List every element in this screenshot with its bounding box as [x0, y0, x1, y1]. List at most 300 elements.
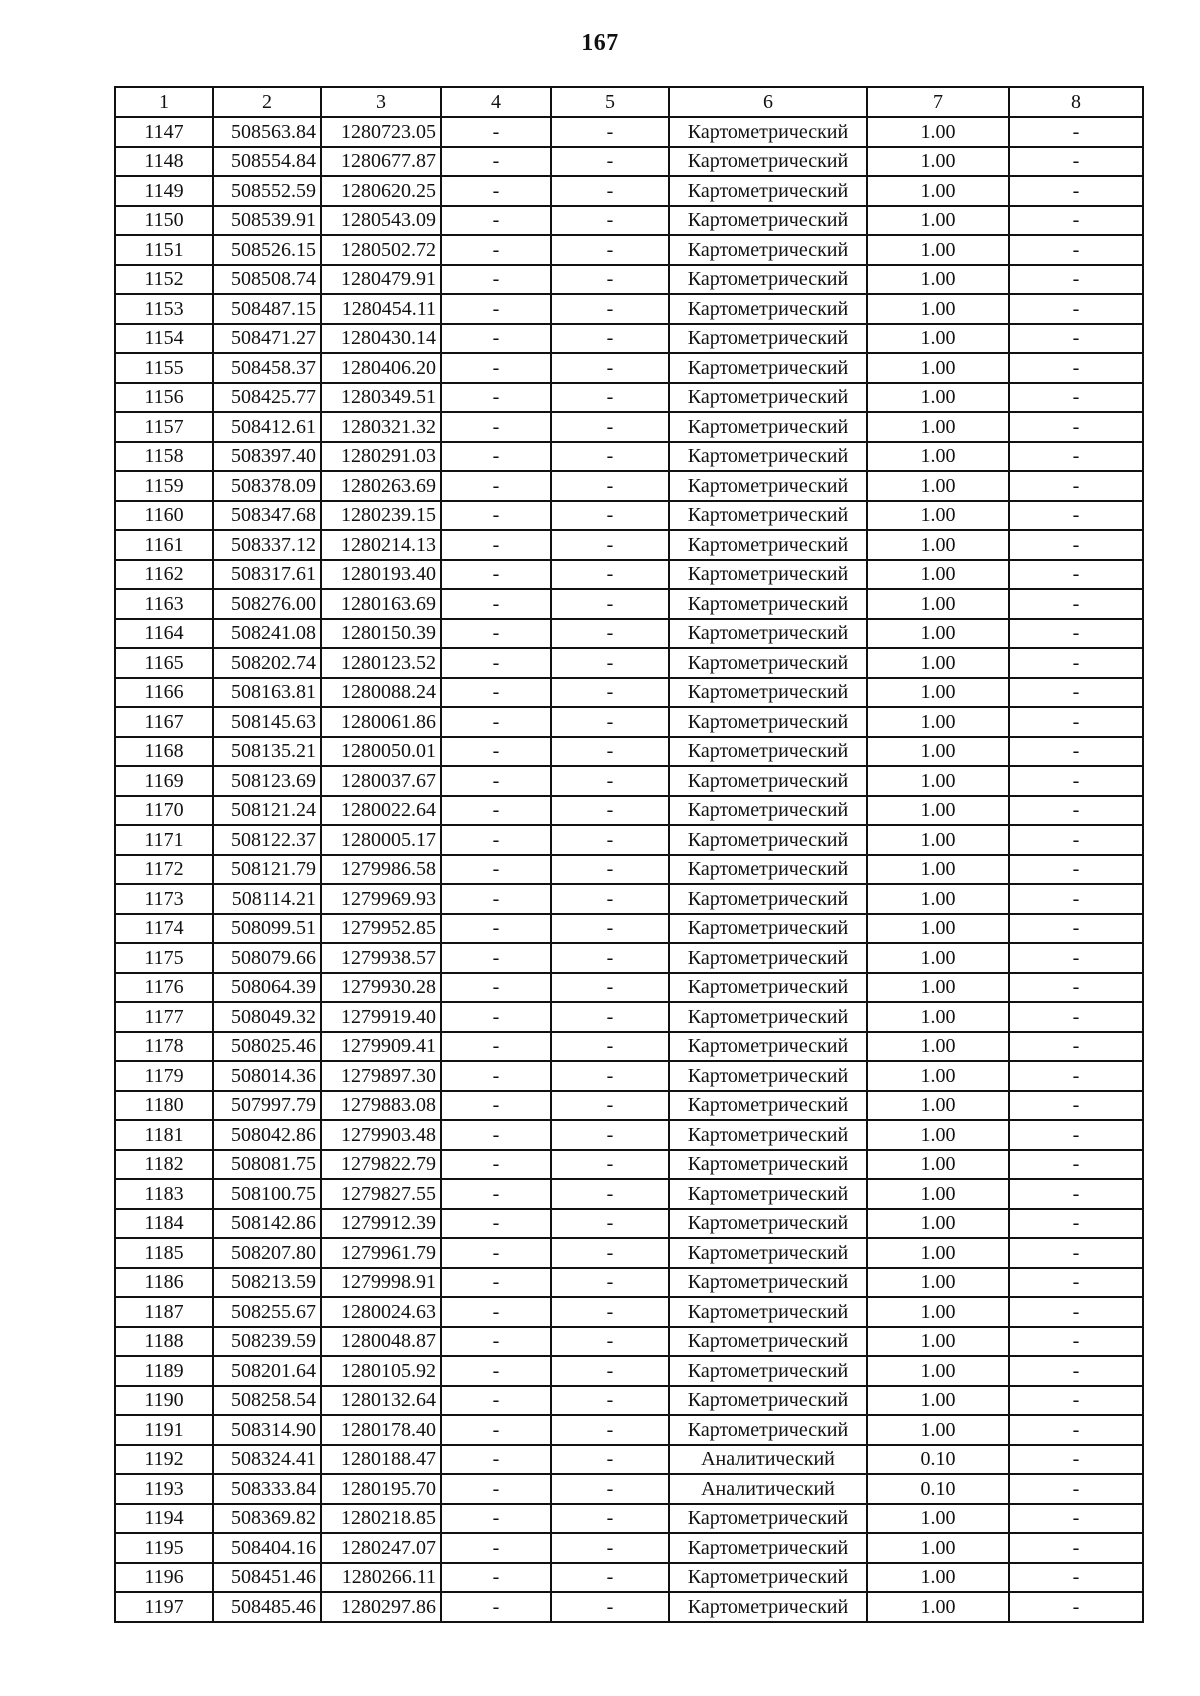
- column-5-cell: -: [551, 1120, 669, 1150]
- point-number-cell: 1153: [115, 294, 213, 324]
- method-cell: Картометрический: [669, 1209, 867, 1239]
- method-cell: Картометрический: [669, 1032, 867, 1062]
- column-5-cell: -: [551, 1415, 669, 1445]
- y-coordinate-cell: 1279986.58: [321, 855, 441, 885]
- table-row: [115, 1120, 1143, 1150]
- column-8-cell: -: [1009, 1209, 1143, 1239]
- column-4-cell: -: [441, 914, 551, 944]
- table-row: [115, 1179, 1143, 1209]
- column-5-cell: -: [551, 1445, 669, 1475]
- y-coordinate-cell: 1279930.28: [321, 973, 441, 1003]
- column-8-cell: -: [1009, 1120, 1143, 1150]
- x-coordinate-cell: 508276.00: [213, 589, 321, 619]
- page-number: 167: [581, 30, 619, 56]
- column-5-cell: -: [551, 117, 669, 147]
- column-5-cell: -: [551, 412, 669, 442]
- x-coordinate-cell: 508142.86: [213, 1209, 321, 1239]
- y-coordinate-cell: 1280297.86: [321, 1592, 441, 1622]
- column-4-cell: -: [441, 825, 551, 855]
- column-8-cell: -: [1009, 383, 1143, 413]
- column-4-cell: -: [441, 530, 551, 560]
- column-4-cell: -: [441, 1327, 551, 1357]
- column-8-cell: -: [1009, 914, 1143, 944]
- point-number-cell: 1155: [115, 353, 213, 383]
- table-row: [115, 1504, 1143, 1534]
- method-cell: Картометрический: [669, 1592, 867, 1622]
- accuracy-cell: 1.00: [867, 294, 1009, 324]
- method-cell: Картометрический: [669, 648, 867, 678]
- x-coordinate-cell: 507997.79: [213, 1091, 321, 1121]
- x-coordinate-cell: 508145.63: [213, 707, 321, 737]
- column-4-cell: -: [441, 973, 551, 1003]
- accuracy-cell: 1.00: [867, 206, 1009, 236]
- accuracy-cell: 1.00: [867, 855, 1009, 885]
- method-cell: Картометрический: [669, 796, 867, 826]
- y-coordinate-cell: 1280132.64: [321, 1386, 441, 1416]
- y-coordinate-cell: 1279903.48: [321, 1120, 441, 1150]
- column-5-cell: -: [551, 353, 669, 383]
- method-cell: Картометрический: [669, 619, 867, 649]
- accuracy-cell: 1.00: [867, 1209, 1009, 1239]
- table-row: [115, 1209, 1143, 1239]
- x-coordinate-cell: 508369.82: [213, 1504, 321, 1534]
- x-coordinate-cell: 508324.41: [213, 1445, 321, 1475]
- accuracy-cell: 1.00: [867, 1150, 1009, 1180]
- coordinates-table: [114, 86, 1144, 1623]
- y-coordinate-cell: 1279969.93: [321, 884, 441, 914]
- point-number-cell: 1188: [115, 1327, 213, 1357]
- column-8-cell: -: [1009, 825, 1143, 855]
- point-number-cell: 1186: [115, 1268, 213, 1298]
- column-5-cell: -: [551, 1474, 669, 1504]
- method-cell: Картометрический: [669, 855, 867, 885]
- table-row: [115, 117, 1143, 147]
- column-8-cell: -: [1009, 235, 1143, 265]
- method-cell: Картометрический: [669, 1297, 867, 1327]
- column-5-cell: -: [551, 884, 669, 914]
- column-8-cell: -: [1009, 1238, 1143, 1268]
- accuracy-cell: 0.10: [867, 1474, 1009, 1504]
- x-coordinate-cell: 508314.90: [213, 1415, 321, 1445]
- point-number-cell: 1172: [115, 855, 213, 885]
- column-8-cell: -: [1009, 589, 1143, 619]
- column-4-cell: -: [441, 1209, 551, 1239]
- column-5-cell: -: [551, 619, 669, 649]
- method-cell: Картометрический: [669, 501, 867, 531]
- point-number-cell: 1177: [115, 1002, 213, 1032]
- table-row: [115, 560, 1143, 590]
- method-cell: Картометрический: [669, 1356, 867, 1386]
- method-cell: Картометрический: [669, 206, 867, 236]
- method-cell: Картометрический: [669, 973, 867, 1003]
- x-coordinate-cell: 508552.59: [213, 176, 321, 206]
- accuracy-cell: 1.00: [867, 1592, 1009, 1622]
- point-number-cell: 1191: [115, 1415, 213, 1445]
- point-number-cell: 1170: [115, 796, 213, 826]
- column-4-cell: -: [441, 442, 551, 472]
- table-row: [115, 619, 1143, 649]
- column-8-cell: -: [1009, 147, 1143, 177]
- accuracy-cell: 1.00: [867, 619, 1009, 649]
- method-cell: Картометрический: [669, 383, 867, 413]
- column-5-cell: -: [551, 383, 669, 413]
- column-8-cell: -: [1009, 442, 1143, 472]
- x-coordinate-cell: 508042.86: [213, 1120, 321, 1150]
- y-coordinate-cell: 1279961.79: [321, 1238, 441, 1268]
- y-coordinate-cell: 1280048.87: [321, 1327, 441, 1357]
- method-cell: Картометрический: [669, 1504, 867, 1534]
- column-8-cell: -: [1009, 412, 1143, 442]
- column-5-cell: -: [551, 1356, 669, 1386]
- accuracy-cell: 0.10: [867, 1445, 1009, 1475]
- point-number-cell: 1163: [115, 589, 213, 619]
- column-8-cell: -: [1009, 1032, 1143, 1062]
- column-5-cell: -: [551, 147, 669, 177]
- x-coordinate-cell: 508079.66: [213, 943, 321, 973]
- table-row: [115, 501, 1143, 531]
- x-coordinate-cell: 508563.84: [213, 117, 321, 147]
- x-coordinate-cell: 508554.84: [213, 147, 321, 177]
- table-row: [115, 1268, 1143, 1298]
- point-number-cell: 1192: [115, 1445, 213, 1475]
- column-4-cell: -: [441, 1356, 551, 1386]
- x-coordinate-cell: 508239.59: [213, 1327, 321, 1357]
- column-8-cell: -: [1009, 501, 1143, 531]
- accuracy-cell: 1.00: [867, 796, 1009, 826]
- column-8-cell: -: [1009, 1091, 1143, 1121]
- table-header-row: [115, 87, 1143, 117]
- table-row: [115, 1415, 1143, 1445]
- table-row: [115, 796, 1143, 826]
- column-4-cell: -: [441, 1297, 551, 1327]
- table-row: [115, 973, 1143, 1003]
- method-cell: Картометрический: [669, 235, 867, 265]
- y-coordinate-cell: 1280218.85: [321, 1504, 441, 1534]
- accuracy-cell: 1.00: [867, 1032, 1009, 1062]
- accuracy-cell: 1.00: [867, 117, 1009, 147]
- method-cell: Картометрический: [669, 1415, 867, 1445]
- table-body: [115, 117, 1143, 1622]
- point-number-cell: 1183: [115, 1179, 213, 1209]
- point-number-cell: 1152: [115, 265, 213, 295]
- method-cell: Картометрический: [669, 884, 867, 914]
- column-5-cell: -: [551, 678, 669, 708]
- x-coordinate-cell: 508163.81: [213, 678, 321, 708]
- point-number-cell: 1193: [115, 1474, 213, 1504]
- method-cell: Картометрический: [669, 412, 867, 442]
- accuracy-cell: 1.00: [867, 1356, 1009, 1386]
- x-coordinate-cell: 508487.15: [213, 294, 321, 324]
- table-row: [115, 294, 1143, 324]
- column-8-cell: -: [1009, 766, 1143, 796]
- column-5-cell: -: [551, 1150, 669, 1180]
- column-4-cell: -: [441, 589, 551, 619]
- column-8-cell: -: [1009, 353, 1143, 383]
- y-coordinate-cell: 1280178.40: [321, 1415, 441, 1445]
- table-row: [115, 176, 1143, 206]
- accuracy-cell: 1.00: [867, 648, 1009, 678]
- column-8-cell: -: [1009, 884, 1143, 914]
- x-coordinate-cell: 508471.27: [213, 324, 321, 354]
- column-5-cell: -: [551, 442, 669, 472]
- y-coordinate-cell: 1280005.17: [321, 825, 441, 855]
- accuracy-cell: 1.00: [867, 737, 1009, 767]
- column-5-cell: -: [551, 1386, 669, 1416]
- accuracy-cell: 1.00: [867, 1179, 1009, 1209]
- accuracy-cell: 1.00: [867, 442, 1009, 472]
- column-4-cell: -: [441, 117, 551, 147]
- point-number-cell: 1178: [115, 1032, 213, 1062]
- column-header: 1: [115, 87, 213, 117]
- column-4-cell: -: [441, 1061, 551, 1091]
- column-8-cell: -: [1009, 117, 1143, 147]
- column-8-cell: -: [1009, 619, 1143, 649]
- x-coordinate-cell: 508485.46: [213, 1592, 321, 1622]
- y-coordinate-cell: 1280723.05: [321, 117, 441, 147]
- method-cell: Картометрический: [669, 1002, 867, 1032]
- y-coordinate-cell: 1280406.20: [321, 353, 441, 383]
- column-4-cell: -: [441, 265, 551, 295]
- table-row: [115, 1474, 1143, 1504]
- column-8-cell: -: [1009, 796, 1143, 826]
- column-4-cell: -: [441, 707, 551, 737]
- table-row: [115, 206, 1143, 236]
- accuracy-cell: 1.00: [867, 383, 1009, 413]
- column-8-cell: -: [1009, 973, 1143, 1003]
- y-coordinate-cell: 1280479.91: [321, 265, 441, 295]
- accuracy-cell: 1.00: [867, 1120, 1009, 1150]
- column-8-cell: -: [1009, 1150, 1143, 1180]
- accuracy-cell: 1.00: [867, 943, 1009, 973]
- point-number-cell: 1157: [115, 412, 213, 442]
- table-row: [115, 766, 1143, 796]
- x-coordinate-cell: 508317.61: [213, 560, 321, 590]
- column-4-cell: -: [441, 235, 551, 265]
- table-row: [115, 1327, 1143, 1357]
- method-cell: Картометрический: [669, 117, 867, 147]
- column-4-cell: -: [441, 1120, 551, 1150]
- y-coordinate-cell: 1280291.03: [321, 442, 441, 472]
- column-8-cell: -: [1009, 737, 1143, 767]
- point-number-cell: 1162: [115, 560, 213, 590]
- column-8-cell: -: [1009, 324, 1143, 354]
- y-coordinate-cell: 1279919.40: [321, 1002, 441, 1032]
- point-number-cell: 1179: [115, 1061, 213, 1091]
- y-coordinate-cell: 1280050.01: [321, 737, 441, 767]
- table-row: [115, 943, 1143, 973]
- y-coordinate-cell: 1280677.87: [321, 147, 441, 177]
- method-cell: Картометрический: [669, 353, 867, 383]
- column-8-cell: -: [1009, 678, 1143, 708]
- column-4-cell: -: [441, 1150, 551, 1180]
- column-5-cell: -: [551, 560, 669, 590]
- column-8-cell: -: [1009, 1592, 1143, 1622]
- method-cell: Аналитический: [669, 1445, 867, 1475]
- method-cell: Картометрический: [669, 1238, 867, 1268]
- method-cell: Аналитический: [669, 1474, 867, 1504]
- column-4-cell: -: [441, 471, 551, 501]
- x-coordinate-cell: 508014.36: [213, 1061, 321, 1091]
- x-coordinate-cell: 508135.21: [213, 737, 321, 767]
- method-cell: Картометрический: [669, 825, 867, 855]
- column-8-cell: -: [1009, 1002, 1143, 1032]
- x-coordinate-cell: 508337.12: [213, 530, 321, 560]
- point-number-cell: 1158: [115, 442, 213, 472]
- x-coordinate-cell: 508378.09: [213, 471, 321, 501]
- y-coordinate-cell: 1280150.39: [321, 619, 441, 649]
- x-coordinate-cell: 508202.74: [213, 648, 321, 678]
- column-8-cell: -: [1009, 560, 1143, 590]
- method-cell: Картометрический: [669, 1268, 867, 1298]
- table-row: [115, 324, 1143, 354]
- point-number-cell: 1176: [115, 973, 213, 1003]
- method-cell: Картометрический: [669, 678, 867, 708]
- column-header: 6: [669, 87, 867, 117]
- method-cell: Картометрический: [669, 324, 867, 354]
- column-8-cell: -: [1009, 1504, 1143, 1534]
- table-row: [115, 1150, 1143, 1180]
- accuracy-cell: 1.00: [867, 265, 1009, 295]
- column-8-cell: -: [1009, 471, 1143, 501]
- x-coordinate-cell: 508539.91: [213, 206, 321, 236]
- method-cell: Картометрический: [669, 265, 867, 295]
- x-coordinate-cell: 508333.84: [213, 1474, 321, 1504]
- column-5-cell: -: [551, 176, 669, 206]
- table-row: [115, 235, 1143, 265]
- y-coordinate-cell: 1279883.08: [321, 1091, 441, 1121]
- column-4-cell: -: [441, 1386, 551, 1416]
- accuracy-cell: 1.00: [867, 235, 1009, 265]
- x-coordinate-cell: 508241.08: [213, 619, 321, 649]
- point-number-cell: 1166: [115, 678, 213, 708]
- y-coordinate-cell: 1279909.41: [321, 1032, 441, 1062]
- method-cell: Картометрический: [669, 1120, 867, 1150]
- column-5-cell: -: [551, 1563, 669, 1593]
- point-number-cell: 1154: [115, 324, 213, 354]
- x-coordinate-cell: 508213.59: [213, 1268, 321, 1298]
- column-4-cell: -: [441, 943, 551, 973]
- x-coordinate-cell: 508404.16: [213, 1533, 321, 1563]
- column-8-cell: -: [1009, 176, 1143, 206]
- column-8-cell: -: [1009, 1474, 1143, 1504]
- column-4-cell: -: [441, 1474, 551, 1504]
- column-8-cell: -: [1009, 1563, 1143, 1593]
- column-5-cell: -: [551, 973, 669, 1003]
- column-5-cell: -: [551, 825, 669, 855]
- column-8-cell: -: [1009, 1386, 1143, 1416]
- column-8-cell: -: [1009, 294, 1143, 324]
- column-5-cell: -: [551, 1091, 669, 1121]
- y-coordinate-cell: 1280620.25: [321, 176, 441, 206]
- column-8-cell: -: [1009, 1297, 1143, 1327]
- column-5-cell: -: [551, 1209, 669, 1239]
- column-4-cell: -: [441, 855, 551, 885]
- point-number-cell: 1150: [115, 206, 213, 236]
- point-number-cell: 1173: [115, 884, 213, 914]
- column-5-cell: -: [551, 1002, 669, 1032]
- y-coordinate-cell: 1280502.72: [321, 235, 441, 265]
- accuracy-cell: 1.00: [867, 560, 1009, 590]
- column-5-cell: -: [551, 1268, 669, 1298]
- y-coordinate-cell: 1280321.32: [321, 412, 441, 442]
- method-cell: Картометрический: [669, 1533, 867, 1563]
- table-row: [115, 1386, 1143, 1416]
- x-coordinate-cell: 508201.64: [213, 1356, 321, 1386]
- accuracy-cell: 1.00: [867, 707, 1009, 737]
- x-coordinate-cell: 508207.80: [213, 1238, 321, 1268]
- column-4-cell: -: [441, 619, 551, 649]
- method-cell: Картометрический: [669, 943, 867, 973]
- table-row: [115, 1445, 1143, 1475]
- point-number-cell: 1171: [115, 825, 213, 855]
- accuracy-cell: 1.00: [867, 1386, 1009, 1416]
- table-row: [115, 1356, 1143, 1386]
- column-5-cell: -: [551, 1179, 669, 1209]
- table-row: [115, 914, 1143, 944]
- y-coordinate-cell: 1280024.63: [321, 1297, 441, 1327]
- column-8-cell: -: [1009, 1415, 1143, 1445]
- column-5-cell: -: [551, 501, 669, 531]
- x-coordinate-cell: 508064.39: [213, 973, 321, 1003]
- column-8-cell: -: [1009, 265, 1143, 295]
- x-coordinate-cell: 508100.75: [213, 1179, 321, 1209]
- method-cell: Картометрический: [669, 294, 867, 324]
- x-coordinate-cell: 508397.40: [213, 442, 321, 472]
- accuracy-cell: 1.00: [867, 530, 1009, 560]
- column-4-cell: -: [441, 560, 551, 590]
- x-coordinate-cell: 508122.37: [213, 825, 321, 855]
- point-number-cell: 1185: [115, 1238, 213, 1268]
- column-5-cell: -: [551, 943, 669, 973]
- column-5-cell: -: [551, 648, 669, 678]
- table-row: [115, 1002, 1143, 1032]
- column-4-cell: -: [441, 1504, 551, 1534]
- table-row: [115, 442, 1143, 472]
- column-5-cell: -: [551, 294, 669, 324]
- point-number-cell: 1181: [115, 1120, 213, 1150]
- method-cell: Картометрический: [669, 589, 867, 619]
- accuracy-cell: 1.00: [867, 884, 1009, 914]
- y-coordinate-cell: 1280214.13: [321, 530, 441, 560]
- column-header: 3: [321, 87, 441, 117]
- point-number-cell: 1194: [115, 1504, 213, 1534]
- table-row: [115, 353, 1143, 383]
- column-4-cell: -: [441, 412, 551, 442]
- point-number-cell: 1169: [115, 766, 213, 796]
- table-row: [115, 589, 1143, 619]
- point-number-cell: 1165: [115, 648, 213, 678]
- table-row: [115, 855, 1143, 885]
- y-coordinate-cell: 1280088.24: [321, 678, 441, 708]
- method-cell: Картометрический: [669, 766, 867, 796]
- accuracy-cell: 1.00: [867, 1002, 1009, 1032]
- point-number-cell: 1197: [115, 1592, 213, 1622]
- accuracy-cell: 1.00: [867, 1327, 1009, 1357]
- x-coordinate-cell: 508123.69: [213, 766, 321, 796]
- method-cell: Картометрический: [669, 1327, 867, 1357]
- column-5-cell: -: [551, 471, 669, 501]
- point-number-cell: 1164: [115, 619, 213, 649]
- method-cell: Картометрический: [669, 1179, 867, 1209]
- y-coordinate-cell: 1280193.40: [321, 560, 441, 590]
- table-row: [115, 147, 1143, 177]
- column-5-cell: -: [551, 235, 669, 265]
- point-number-cell: 1167: [115, 707, 213, 737]
- method-cell: Картометрический: [669, 471, 867, 501]
- x-coordinate-cell: 508451.46: [213, 1563, 321, 1593]
- point-number-cell: 1187: [115, 1297, 213, 1327]
- column-4-cell: -: [441, 1415, 551, 1445]
